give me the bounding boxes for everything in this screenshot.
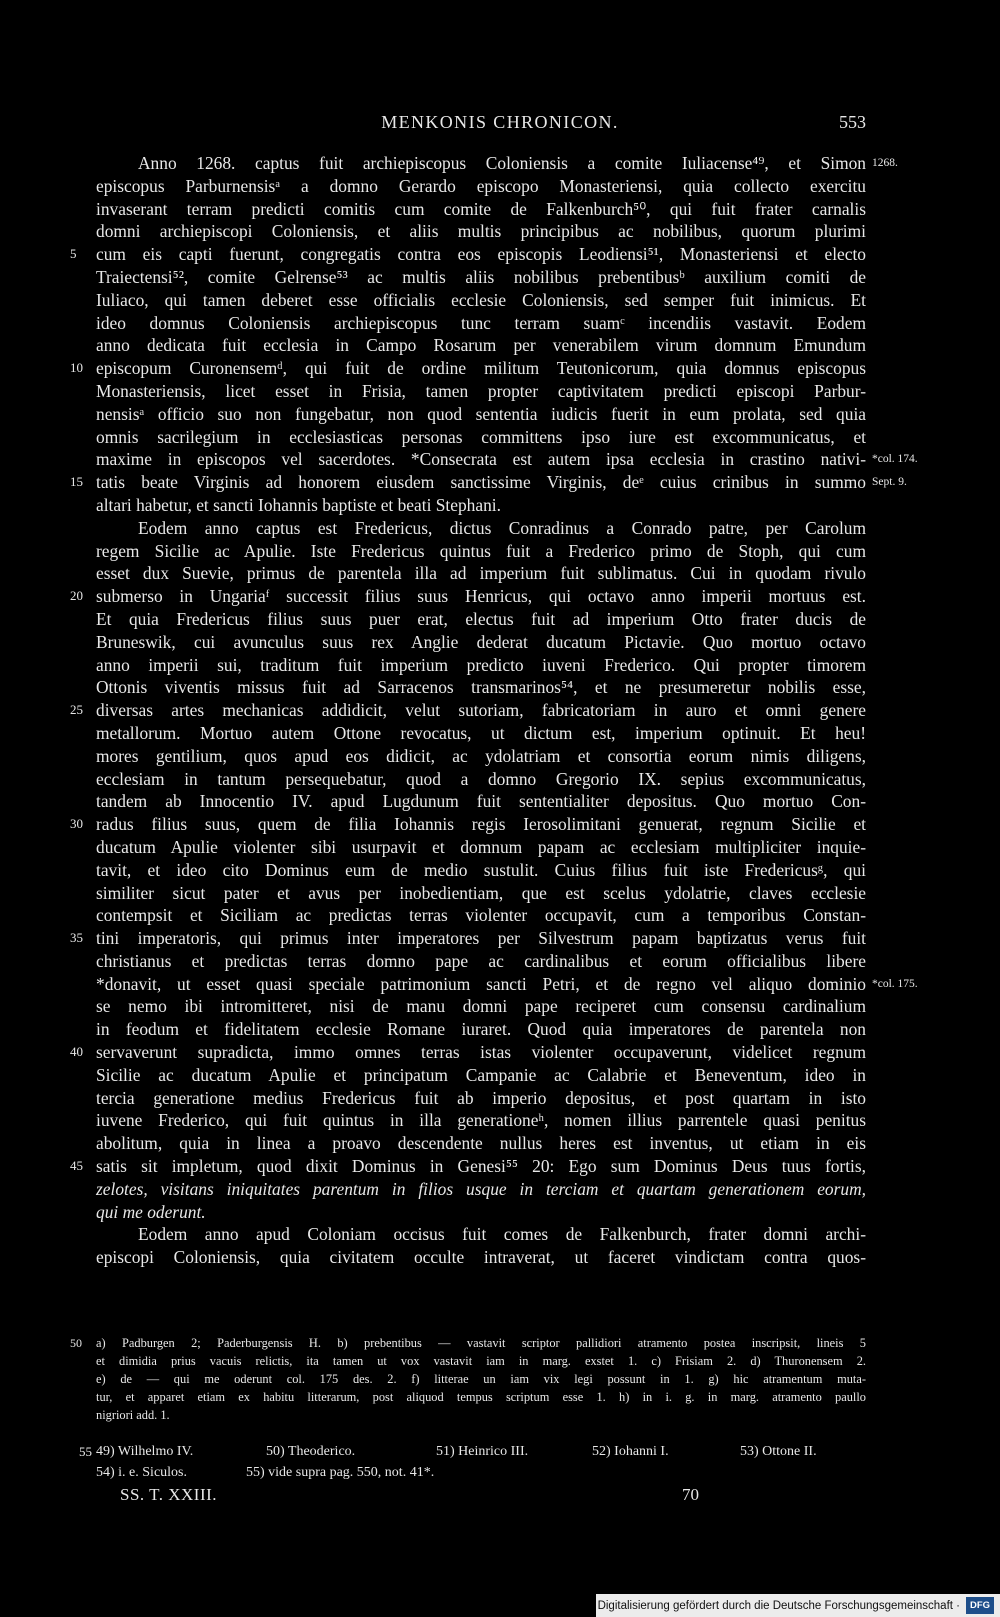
line-text: episcopus Parburnensisᵃ a domno Gerardo episcopo Monasteriensi, quia collecto exercitu	[96, 175, 866, 196]
text-line	[96, 1109, 866, 1132]
line-text: Traiectensi⁵², comite Gelrense⁵³ ac multis aliis nobilibus prebentibusᵇ auxilium comiti de	[96, 266, 866, 287]
text-line	[96, 152, 898, 175]
text-line	[96, 631, 866, 654]
line-text: *donavit, ut esset quasi speciale patrimonium sancti Petri, et de regno vel aliquo dominio	[96, 973, 866, 994]
body-text	[70, 152, 918, 1269]
reference-note: 51) Heinrico III.	[436, 1444, 529, 1459]
footnotes	[70, 1334, 866, 1424]
page-header	[0, 112, 1000, 136]
dfg-logo: DFG	[966, 1597, 994, 1614]
reference-note: 49) Wilhelmo IV.	[96, 1444, 194, 1459]
line-number: 30	[70, 816, 83, 832]
text-line	[96, 562, 866, 585]
text-line	[96, 266, 866, 289]
line-text: omnis sacrilegium in ecclesiasticas personas committens ipso iure est excommunicatus, et	[96, 426, 866, 447]
line-number: 10	[70, 360, 83, 376]
line-text: Bruneswik, cui avunculus suus rex Anglie dederat ducatum Pictavie. Quo mortuo octavo	[96, 631, 866, 652]
margin-note: 1268.	[872, 157, 898, 169]
line-number: 50	[70, 1336, 82, 1350]
text-line	[96, 494, 866, 517]
line-text: contempsit et Siciliam ac predictas terras violenter occupavit, cum a temporibus Constan-	[96, 905, 866, 926]
reference-note: 50) Theoderico.	[266, 1444, 356, 1459]
text-line	[96, 1087, 866, 1110]
text-line	[96, 312, 866, 335]
text-line	[96, 745, 866, 768]
footnote-line	[96, 1388, 866, 1406]
line-number: 20	[70, 588, 83, 604]
line-text: zelotes, visitans iniquitates parentum in filios usque in terciam et quartam generationem eorum,	[96, 1178, 866, 1199]
line-text: ecclesiam in tantum persequebatur, quod a domno Gregorio IX. sepius excommunicatus,	[96, 768, 866, 789]
reference-note: 55) vide supra pag. 550, not. 41*.	[246, 1465, 435, 1480]
reference-note: 52) Iohanni I.	[592, 1444, 669, 1459]
text-line	[96, 973, 918, 996]
line-text: nigriori add. 1.	[96, 1408, 170, 1422]
text-line	[96, 1201, 866, 1224]
text-line	[96, 882, 866, 905]
text-line	[70, 813, 866, 836]
line-text: Anno 1268. captus fuit archiepiscopus Coloniensis a comite Iuliacense⁴⁹, et Simon	[138, 153, 866, 173]
text-line	[96, 448, 918, 471]
footnote-line	[96, 1370, 866, 1388]
line-text: nensisᵃ officio suo non fungebatur, non quod sententia iudicis fuerit in eum prolata, sed quia	[96, 403, 866, 424]
signature-mark: SS. T. XXIII.	[120, 1485, 218, 1504]
line-text: et dimidia prius vacuis relictis, ita tamen ut vox vastavit iam in marg. exstet 1. c) Frisiam 2. d) Thuronensem 2.	[96, 1354, 866, 1368]
line-text: tandem ab Innocentio IV. apud Lugdunum fuit sententialiter depositus. Quo mortuo Con-	[96, 791, 866, 812]
line-text: submerso in Ungariaᶠ successit filius suus Henricus, qui octavo anno imperii mortuus est.	[96, 586, 866, 607]
text-line	[96, 790, 866, 813]
line-text: tur, et apparet etiam ex habitu litterarum, post aliquod tempus scriptum esse 1. h) in i. g. in marg. atramento paullo	[96, 1390, 866, 1404]
line-number: 45	[70, 1158, 83, 1174]
line-text: christianus et predictas terras domno pape ac cardinalibus et eorum officialibus libere	[96, 950, 866, 971]
footnote-line	[96, 1352, 866, 1370]
text-line	[96, 540, 866, 563]
text-line	[70, 1155, 866, 1178]
line-text: cum eis capti fuerunt, congregatis contra eos episcopis Leodiensi⁵¹, Monasteriensi et electo	[96, 244, 866, 265]
running-title: MENKONIS CHRONICON.	[381, 112, 619, 132]
footnote-line	[70, 1334, 866, 1352]
line-number: 15	[70, 474, 83, 490]
sheet-number: 70	[682, 1485, 699, 1504]
text-line	[96, 654, 866, 677]
text-line	[96, 220, 866, 243]
line-text: in feodum et fidelitatem ecclesie Romane iuraret. Quod quia imperatores de parentela non	[96, 1019, 866, 1040]
line-text: episcopi Coloniensis, quia civitatem occulte intraverat, ut faceret vindictam contra quos-	[96, 1247, 866, 1268]
text-line	[96, 1064, 866, 1087]
margin-note: *col. 175.	[872, 977, 918, 990]
line-text: anno dedicata fuit ecclesia in Campo Rosarum per venerabilem virum domnum Emundum	[96, 335, 866, 356]
line-text: regem Sicilie ac Apulie. Iste Fredericus quintus fuit a Frederico primo de Stoph, qui cum	[96, 540, 866, 561]
text-line	[70, 927, 866, 950]
text-line	[96, 950, 866, 973]
text-line	[96, 1223, 866, 1246]
line-text: iuvene Frederico, qui fuit quintus in illa generationeʰ, nomen illius parrentele quasi penitus	[96, 1110, 866, 1131]
text-line	[70, 243, 866, 266]
line-text: servaverunt supradicta, immo omnes terras istas violenter occupaverunt, videlicet regnum	[96, 1042, 866, 1063]
text-line	[96, 289, 866, 312]
line-text: se nemo ibi intromitteret, nisi de manu domni pape reciperet cum consensu cardinalium	[96, 996, 866, 1017]
text-line	[96, 608, 866, 631]
text-line	[96, 722, 866, 745]
line-text: ideo domnus Coloniensis archiepiscopus tunc terram suamᶜ incendiis vastavit. Eodem	[96, 312, 866, 333]
line-text: ducatum Apulie violenter sibi usurpavit et domnum papam ac ecclesiam multipliciter inquie-	[96, 836, 866, 857]
text-line	[96, 198, 866, 221]
footer-banner	[596, 1594, 1000, 1617]
text-line	[70, 585, 866, 608]
line-text: a) Padburgen 2; Paderburgensis H. b) prebentibus — vastavit scriptor pallidiori atramento postea inscripsit, lineis 5	[96, 1336, 866, 1350]
line-text: episcopum Curonensemᵈ, qui fuit de ordine militum Teutonicorum, quia domnus episcopus	[96, 358, 866, 379]
margin-note: Sept. 9.	[872, 476, 907, 489]
line-text: Eodem anno captus est Fredericus, dictus Conradinus a Conrado patre, per Carolum	[138, 517, 866, 538]
line-text: Iuliaco, qui tamen deberet esse officialis ecclesie Coloniensis, sed semper fuit inimicus. Et	[96, 289, 866, 310]
reference-row	[96, 1462, 866, 1483]
line-text: satis sit impletum, quod dixit Dominus in Genesi⁵⁵ 20: Ego sum Dominus Deus tuus fortis,	[96, 1156, 866, 1177]
text-line	[96, 836, 866, 859]
line-text: similiter sicut pater et avus per inobedientiam, que est scelus ydolatrie, claves ecclesie	[96, 882, 866, 903]
text-line	[96, 175, 866, 198]
line-text: Et quia Fredericus filius suus puer erat, electus fuit ad imperium Otto frater ducis de	[96, 608, 866, 629]
text-line	[96, 1132, 866, 1155]
reference-note: 53) Ottone II.	[740, 1444, 817, 1459]
line-text: e) de — qui me oderunt col. 175 des. 2. f) litterae un iam vix legi possunt in 1. g) hic atramentum muta-	[96, 1372, 866, 1386]
page-number: 553	[839, 112, 866, 132]
line-text: domni archiepiscopi Coloniensis, et aliis multis principibus ac nobilibus, quorum plurimi	[96, 221, 866, 242]
line-text: anno imperii sui, traditum fuit imperium predicto iuveni Frederico. Qui propter timorem	[96, 654, 866, 675]
line-text: diversas artes mechanicas addidicit, velut sutoriam, fabricatoriam in auro et omni genere	[96, 700, 866, 721]
line-text: tavit, et ideo cito Dominus eum de medio sustulit. Cuius filius fuit iste Fredericusᵍ, qui	[96, 859, 866, 880]
line-number: 40	[70, 1044, 83, 1060]
text-line	[70, 1041, 866, 1064]
text-line	[70, 471, 907, 494]
line-text: maxime in episcopos vel sacerdotes. *Consecrata est autem ipsa ecclesia in crastino nativi-	[96, 449, 866, 470]
line-text: tercia generatione medius Fredericus fuit ab imperio depositus, et post quartam in isto	[96, 1087, 866, 1108]
reference-row	[79, 1441, 866, 1462]
line-number: 55	[79, 1444, 92, 1459]
line-text: invaserant terram predicti comitis cum comite de Falkenburch⁵⁰, qui fuit frater carnalis	[96, 198, 866, 219]
line-text: metallorum. Mortuo autem Ottone revocatus, ut dictum est, imperium optinuit. Et heu!	[96, 722, 866, 743]
text-line	[96, 403, 866, 426]
text-line	[96, 334, 866, 357]
text-line	[70, 699, 866, 722]
line-text: Eodem anno apud Coloniam occisus fuit comes de Falkenburch, frater domni archi-	[138, 1224, 866, 1245]
line-number: 35	[70, 930, 83, 946]
text-line	[96, 676, 866, 699]
text-line	[96, 768, 866, 791]
margin-note: *col. 174.	[872, 453, 918, 466]
text-line	[96, 380, 866, 403]
line-number: 5	[70, 246, 77, 262]
text-line	[96, 859, 866, 882]
footnote-line	[96, 1406, 866, 1424]
footer-text: Digitalisierung gefördert durch die Deutsche Forschungsgemeinschaft ·	[597, 1599, 960, 1612]
line-text: Monasteriensis, licet esset in Frisia, tamen propter captivitatem predicti episcopi Parbur-	[96, 380, 866, 401]
text-line	[70, 357, 866, 380]
line-text: qui me oderunt.	[96, 1201, 206, 1222]
line-text: Ottonis viventis missus fuit ad Sarracenos transmarinos⁵⁴, et ne presumeretur nobilis esse,	[96, 677, 866, 698]
line-text: mores gentilium, quos apud eos didicit, ac ydolatriam et consortia eorum nimis diligens,	[96, 745, 866, 766]
text-line	[96, 1018, 866, 1041]
line-text: abolitum, quia in linea a proavo descendente nullus heres est inventus, ut etiam in eis	[96, 1133, 866, 1154]
text-line	[96, 517, 866, 540]
line-number: 25	[70, 702, 83, 718]
text-line	[96, 1246, 866, 1269]
references	[79, 1441, 866, 1483]
line-text: radus filius suus, quem de filia Iohannis regis Ierosolimitani genuerat, regnum Sicilie et	[96, 814, 866, 835]
text-line	[96, 426, 866, 449]
text-line	[96, 995, 866, 1018]
text-line	[96, 904, 866, 927]
line-text: tini imperatoris, qui primus inter imperatores per Silvestrum papam baptizatus verus fuit	[96, 928, 866, 949]
text-line	[96, 1178, 866, 1201]
reference-note: 54) i. e. Siculos.	[96, 1465, 187, 1480]
line-text: Sicilie ac ducatum Apulie et principatum Campanie ac Calabrie et Beneventum, ideo in	[96, 1064, 866, 1085]
line-text: esset dux Suevie, primus de parentela illa ad imperium fuit sublimatus. Cui in quodam rivulo	[96, 563, 866, 584]
line-text: altari habetur, et sancti Iohannis baptiste et beati Stephani.	[96, 494, 501, 515]
line-text: tatis beate Virginis ad honorem eiusdem sanctissime Virginis, deᵉ cuius crinibus in summo	[96, 472, 866, 493]
